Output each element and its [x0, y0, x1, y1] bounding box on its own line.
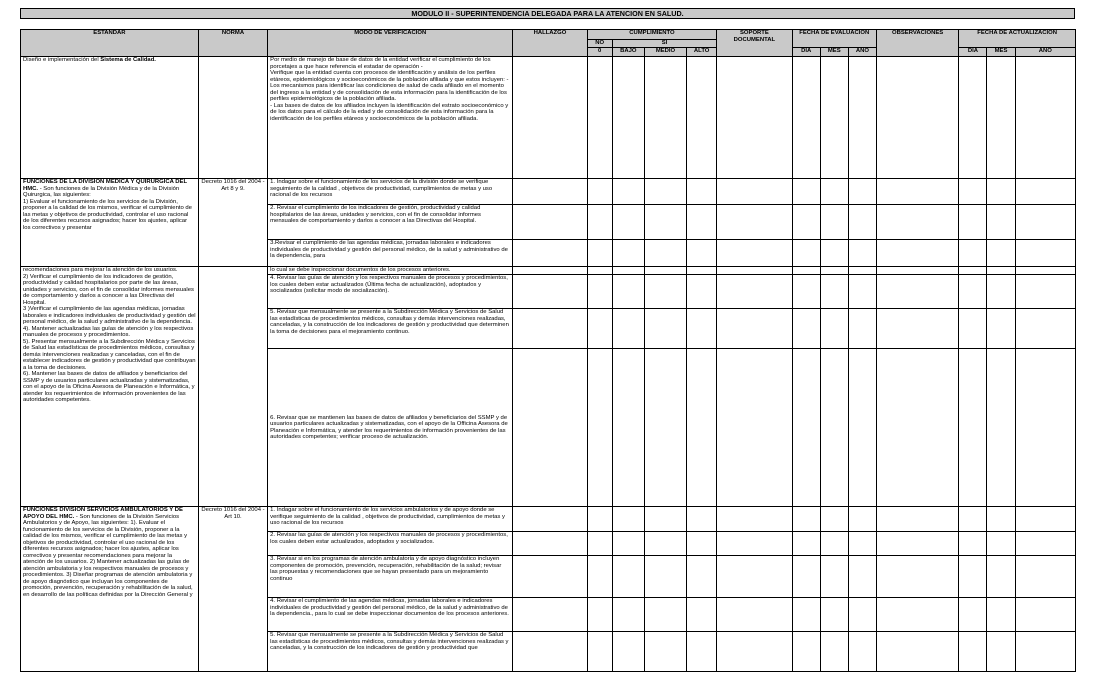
eval-ano-cell[interactable]	[848, 632, 876, 672]
bajo-cell[interactable]	[612, 205, 644, 240]
soporte-cell[interactable]	[717, 632, 792, 672]
estandar-text: - Son funciones de la División Servicios Ambulatorios y de Apoyo, las siguientes: 1). Evaluar el funcionamiento de los servicios de la División, proponer a la calidad de los mismos, verificar el cumplimiento de las metas y objetivos de productividad, controlar el uso racional de los diferentes recursos asignados; hacer los ajustes, aplicar los correctivos y presentar recomendaciones para mejorar la atención de los usuarios. 2) Mantener actualizadas las guías de atención ambulatoria y los respectivos manuales de procesos y procedimientos. 3) Diseñar programas de atención ambulatoria y de apoyo diagnóstico que incluyan los componentes de promoción, prevención, recuperación y rehabilitación de la salud, en desarrollo de las políticas definidas por la Dirección General y	[23, 513, 193, 598]
eval-mes-cell[interactable]	[820, 349, 848, 507]
eval-dia-cell[interactable]	[792, 57, 820, 179]
eval-dia-cell[interactable]	[792, 267, 820, 275]
eval-dia-cell[interactable]	[792, 532, 820, 556]
cero-cell[interactable]	[587, 349, 612, 507]
alto-cell[interactable]	[687, 179, 717, 205]
header-alto: ALTO	[687, 48, 717, 57]
cero-cell[interactable]	[587, 507, 612, 532]
act-dia-cell[interactable]	[959, 598, 987, 632]
act-dia-cell[interactable]	[959, 532, 987, 556]
eval-mes-cell[interactable]	[820, 556, 848, 598]
observaciones-cell[interactable]	[876, 179, 958, 205]
observaciones-cell[interactable]	[876, 556, 958, 598]
act-mes-cell[interactable]	[987, 267, 1015, 275]
act-ano-cell[interactable]	[1015, 632, 1075, 672]
header-cero: 0	[587, 48, 612, 57]
bajo-cell[interactable]	[612, 240, 644, 267]
act-mes-cell[interactable]	[987, 598, 1015, 632]
eval-dia-cell[interactable]	[792, 240, 820, 267]
act-ano-cell[interactable]	[1015, 556, 1075, 598]
act-mes-cell[interactable]	[987, 205, 1015, 240]
eval-ano-cell[interactable]	[848, 57, 876, 179]
estandar-cell	[21, 57, 199, 179]
modo-cell: 6. Revisar que se mantienen las bases de datos de afiliados y beneficiarios del SSMP y de usuarios particulares actualizadas y sistematizadas, con el apoyo de la Officina Asesora de Planeación e Informática, y atender los requerimientos de información provenientes de las autoridades competentes; verificar proceso de actualización.	[268, 349, 513, 507]
eval-mes-cell[interactable]	[820, 205, 848, 240]
hallazgo-cell[interactable]	[513, 349, 587, 507]
modo-cell: 2. Revisar el cumplimiento de los indicadores de gestión, productividad y calidad hospitalarios de las áreas, unidades y servicios, con el fin de consolidar informes mensuales de comportamiento y darlos a conocer a las Directivas del Hospital.	[268, 205, 513, 240]
hallazgo-cell[interactable]	[513, 267, 587, 275]
alto-cell[interactable]	[687, 598, 717, 632]
soporte-cell[interactable]	[717, 507, 792, 532]
act-dia-cell[interactable]	[959, 179, 987, 205]
estandar-cell	[21, 179, 199, 267]
hallazgo-cell[interactable]	[513, 205, 587, 240]
eval-ano-cell[interactable]	[848, 532, 876, 556]
header-no: NO	[587, 40, 612, 48]
bajo-cell[interactable]	[612, 309, 644, 349]
cero-cell[interactable]	[587, 240, 612, 267]
header-fecha-evaluacion: FECHA DE EVALUACION	[792, 30, 876, 48]
estandar-text: - Son funciones de la División Médica y de la División Quirurgica, las siguientes: 1) Evaluar el funcionamiento de los servicios de la División, proponer a la calidad de los mismos, verificar el cumplimiento de las metas y objetivos de productividad, controlar el uso racional de los diferentes recursos asignados; hacer los ajustes, aplicar los correctivos y presentar	[23, 185, 192, 231]
modo-cell: 2. Revisar las guías de atención y los respectivos manuales de procesos y procedimientos, los cuales deben estar actualizados, adoptados y socializados.	[268, 532, 513, 556]
medio-cell[interactable]	[644, 205, 686, 240]
estandar-title: FUNCIONES DE LA DIVISIÓN MÉDICA Y QUIRURGICA DEL HMC.	[23, 179, 187, 192]
hallazgo-cell[interactable]	[513, 57, 587, 179]
modo-cell: 3.Revisar el cumplimiento de las agendas médicas, jornadas laborales e indicadores individuales de productividad y gestión del personal médico, de la salud y administrativo de la dependencia, para	[268, 240, 513, 267]
act-dia-cell[interactable]	[959, 632, 987, 672]
eval-dia-cell[interactable]	[792, 349, 820, 507]
act-dia-cell[interactable]	[959, 205, 987, 240]
hallazgo-cell[interactable]	[513, 507, 587, 532]
medio-cell[interactable]	[644, 179, 686, 205]
eval-ano-cell[interactable]	[848, 507, 876, 532]
header-act-dia: DIA	[959, 48, 987, 57]
eval-ano-cell[interactable]	[848, 179, 876, 205]
soporte-cell[interactable]	[717, 309, 792, 349]
medio-cell[interactable]	[644, 507, 686, 532]
header-modo: MODO DE VERIFICACION	[268, 30, 513, 57]
act-mes-cell[interactable]	[987, 57, 1015, 179]
alto-cell[interactable]	[687, 532, 717, 556]
eval-mes-cell[interactable]	[820, 267, 848, 275]
act-ano-cell[interactable]	[1015, 309, 1075, 349]
act-ano-cell[interactable]	[1015, 205, 1075, 240]
table-row	[21, 267, 1076, 275]
eval-mes-cell[interactable]	[820, 240, 848, 267]
eval-ano-cell[interactable]	[848, 556, 876, 598]
act-ano-cell[interactable]	[1015, 275, 1075, 309]
modo-cell: 4. Revisar el cumplimiento de las agendas médicas, jornadas laborales e indicadores individuales de productividad y gestión del personal médico, de la salud y administrativo de la dependencia., para lo cual se debe inspeccionar documentos de los procesos anteriores.	[268, 598, 513, 632]
observaciones-cell[interactable]	[876, 532, 958, 556]
act-dia-cell[interactable]	[959, 309, 987, 349]
act-dia-cell[interactable]	[959, 349, 987, 507]
act-ano-cell[interactable]	[1015, 598, 1075, 632]
cero-cell[interactable]	[587, 556, 612, 598]
act-ano-cell[interactable]	[1015, 240, 1075, 267]
hallazgo-cell[interactable]	[513, 556, 587, 598]
bajo-cell[interactable]	[612, 267, 644, 275]
bajo-cell[interactable]	[612, 556, 644, 598]
eval-ano-cell[interactable]	[848, 205, 876, 240]
bajo-cell[interactable]	[612, 532, 644, 556]
header-eval-mes: MES	[820, 48, 848, 57]
modo-cell: 1. Indagar sobre el funcionamiento de los servicios de la división donde se verifique seguimiento de la calidad , objetivos de productividad, cumplimientos de metas y uso racional de los recursos	[268, 179, 513, 205]
alto-cell[interactable]	[687, 309, 717, 349]
header-eval-ano: AÑO	[848, 48, 876, 57]
soporte-cell[interactable]	[717, 275, 792, 309]
eval-mes-cell[interactable]	[820, 507, 848, 532]
bajo-cell[interactable]	[612, 275, 644, 309]
modo-cell: 3. Revisar si en los programas de atención ambulatoria y de apoyo diagnóstico incluyen componentes de promoción, prevención, recuperación, rehabilitación de la salud; revisar las propuestas y recomendaciones que se hayan presentado para un mejoramiento continuo	[268, 556, 513, 598]
estandar-title: FUNCIONES DIVISIÓN SERVICIOS AMBULATORIOS Y DE APOYO DEL HMC.	[23, 507, 183, 520]
medio-cell[interactable]	[644, 309, 686, 349]
observaciones-cell[interactable]	[876, 267, 958, 275]
table-row	[21, 179, 1076, 205]
norma-cell: Decreto 1016 del 2004 - Art 10.	[198, 507, 267, 672]
act-ano-cell[interactable]	[1015, 507, 1075, 532]
header-eval-dia: DIA	[792, 48, 820, 57]
header-estandar: ESTANDAR	[21, 30, 199, 57]
eval-mes-cell[interactable]	[820, 309, 848, 349]
observaciones-cell[interactable]	[876, 507, 958, 532]
estandar-cell: recomendaciones para mejorar la atención de los usuarios. 2) Verificar el cumplimiento de los indicadores de gestión, productividad y calidad hospitalarios por parte de las áreas, unidades y servicios, con el fin de consolidar informes mensuales de comportamiento y darlos a conocer a las Directivas del Hospital. 3 )Verificar el cumplimiento de las agendas médicas, jornadas laborales e indicadores individuales de productividad y gestión del personal médico, de la salud y administrativo de la dependencia. 4). Mantener actualizadas las guías de atención y los respectivos manuales de procesos y procedimientos. 5). Presentar mensualmente a la Subdirección Médica y Servicios de Salud las estadísticas de procedimientos médicos, consultas y demás intervenciones realizadas y canceladas, con el fin de establecer indicadores de gestión y productividad que contribuyan a la toma de decisiones. 6). Mantener las bases de datos de afiliados y beneficiarios del SSMP y de usuarios particulares actualizadas y sistematizadas, con el apoyo de la Oficina Asesora de Planeación e Informática, y atender los requerimientos de información provenientes de las autoridades competentes.	[21, 267, 199, 507]
cero-cell[interactable]	[587, 275, 612, 309]
eval-ano-cell[interactable]	[848, 275, 876, 309]
medio-cell[interactable]	[644, 349, 686, 507]
eval-mes-cell[interactable]	[820, 179, 848, 205]
act-dia-cell[interactable]	[959, 267, 987, 275]
act-ano-cell[interactable]	[1015, 267, 1075, 275]
act-ano-cell[interactable]	[1015, 349, 1075, 507]
eval-dia-cell[interactable]	[792, 179, 820, 205]
act-mes-cell[interactable]	[987, 556, 1015, 598]
eval-ano-cell[interactable]	[848, 240, 876, 267]
cero-cell[interactable]	[587, 532, 612, 556]
alto-cell[interactable]	[687, 507, 717, 532]
hallazgo-cell[interactable]	[513, 632, 587, 672]
eval-mes-cell[interactable]	[820, 632, 848, 672]
modo-cell: Por medio de manejo de base de datos de la entidad verificar el cumplimiento de los porcetajes a que hace referencia el estadar de operación - Verifique que la entidad cuenta con procesos de identificación y análisis de los perfiles etáreos, epidemiológicos y socioeconómicos de la población afiliada y que estos incluyen: - Los mecanismos para identificar las condiciones de salud de cada afiliado en el momento del ingreso a la entidad y de consolidación de esta información para la identificación de los perfiles epidemiológicos de la población afiliada. - Las bases de datos de los afiliados incluyen la identificación del estrato socioeconómico y de los datos para el cálculo de la edad y de consolidación de esta información para la identificación de los perfiles etáreos y socioeconómicos de la población afiliada.	[268, 57, 513, 179]
observaciones-cell[interactable]	[876, 309, 958, 349]
alto-cell[interactable]	[687, 57, 717, 179]
act-mes-cell[interactable]	[987, 349, 1015, 507]
act-mes-cell[interactable]	[987, 632, 1015, 672]
eval-dia-cell[interactable]	[792, 205, 820, 240]
alto-cell[interactable]	[687, 556, 717, 598]
alto-cell[interactable]	[687, 632, 717, 672]
cero-cell[interactable]	[587, 57, 612, 179]
modo-cell: 4. Revisar las guías de atención y los respectivos manuales de procesos y procedimientos, los cuales deben estar actualizados (Última fecha de actualización), adoptados y socializados (solicitar modo de socialización).	[268, 275, 513, 309]
observaciones-cell[interactable]	[876, 598, 958, 632]
medio-cell[interactable]	[644, 57, 686, 179]
eval-mes-cell[interactable]	[820, 598, 848, 632]
modo-cell: 5. Revisar que mensualmente se presente a la Subdirección Médica y Servicios de Salud las estadísticas de procedimientos médicos, consultas y demás intervenciones realizadas, canceladas, y la construcción de los indicadores de gestión y productividad que determinen la toma de decisiones para el mejoramiento continuo.	[268, 309, 513, 349]
hallazgo-cell[interactable]	[513, 240, 587, 267]
bajo-cell[interactable]	[612, 179, 644, 205]
table-row	[21, 507, 1076, 532]
hallazgo-cell[interactable]	[513, 532, 587, 556]
medio-cell[interactable]	[644, 240, 686, 267]
module-banner: MODULO II - SUPERINTENDENCIA DELEGADA PARA LA ATENCION EN SALUD.	[20, 8, 1075, 19]
table-row	[21, 57, 1076, 179]
estandar-cell	[21, 507, 199, 672]
cero-cell[interactable]	[587, 598, 612, 632]
header-si: SI	[612, 40, 716, 48]
header-hallazgo: HALLAZGO	[513, 30, 587, 57]
alto-cell[interactable]	[687, 275, 717, 309]
act-dia-cell[interactable]	[959, 275, 987, 309]
hallazgo-cell[interactable]	[513, 309, 587, 349]
eval-ano-cell[interactable]	[848, 267, 876, 275]
act-dia-cell[interactable]	[959, 507, 987, 532]
act-mes-cell[interactable]	[987, 179, 1015, 205]
hallazgo-cell[interactable]	[513, 598, 587, 632]
eval-dia-cell[interactable]	[792, 632, 820, 672]
eval-ano-cell[interactable]	[848, 309, 876, 349]
eval-ano-cell[interactable]	[848, 598, 876, 632]
header-fecha-actualizacion: FECHA DE ACTUALIZACION	[959, 30, 1076, 48]
eval-ano-cell[interactable]	[848, 349, 876, 507]
norma-cell: Decreto 1016 del 2004 - Art 8 y 9.	[198, 179, 267, 267]
bajo-cell[interactable]	[612, 598, 644, 632]
act-mes-cell[interactable]	[987, 240, 1015, 267]
cero-cell[interactable]	[587, 179, 612, 205]
observaciones-cell[interactable]	[876, 275, 958, 309]
observaciones-cell[interactable]	[876, 349, 958, 507]
cero-cell[interactable]	[587, 205, 612, 240]
eval-dia-cell[interactable]	[792, 598, 820, 632]
soporte-cell[interactable]	[717, 205, 792, 240]
header-cumplimiento: CUMPLIMIENTO	[587, 30, 717, 40]
cero-cell[interactable]	[587, 632, 612, 672]
medio-cell[interactable]	[644, 598, 686, 632]
bajo-cell[interactable]	[612, 507, 644, 532]
modo-cell: 1. Indagar sobre el funcionamiento de los servicios ambulatorios y de apoyo donde se verifique seguimiento de la calidad , objetivos de productividad, cumplimientos de metas y uso racional de los recursos	[268, 507, 513, 532]
hallazgo-cell[interactable]	[513, 275, 587, 309]
act-ano-cell[interactable]	[1015, 57, 1075, 179]
soporte-cell[interactable]	[717, 179, 792, 205]
soporte-cell[interactable]	[717, 532, 792, 556]
modo-cell: 5. Revisar que mensualmente se presente a la Subdirección Médica y Servicios de Salud las estadísticas de procedimientos médicos, consultas y demás intervenciones realizadas y canceladas, y la construcción de los indicadores de gestión y productividad que	[268, 632, 513, 672]
eval-mes-cell[interactable]	[820, 275, 848, 309]
soporte-cell[interactable]	[717, 598, 792, 632]
alto-cell[interactable]	[687, 240, 717, 267]
estandar-title: Sistema de Calidad.	[100, 57, 156, 63]
eval-mes-cell[interactable]	[820, 532, 848, 556]
act-mes-cell[interactable]	[987, 309, 1015, 349]
bajo-cell[interactable]	[612, 632, 644, 672]
alto-cell[interactable]	[687, 267, 717, 275]
header-act-ano: AÑO	[1015, 48, 1075, 57]
medio-cell[interactable]	[644, 532, 686, 556]
act-mes-cell[interactable]	[987, 532, 1015, 556]
act-dia-cell[interactable]	[959, 556, 987, 598]
act-ano-cell[interactable]	[1015, 532, 1075, 556]
soporte-cell[interactable]	[717, 240, 792, 267]
eval-dia-cell[interactable]	[792, 309, 820, 349]
hallazgo-cell[interactable]	[513, 179, 587, 205]
alto-cell[interactable]	[687, 349, 717, 507]
bajo-cell[interactable]	[612, 57, 644, 179]
eval-dia-cell[interactable]	[792, 275, 820, 309]
observaciones-cell[interactable]	[876, 205, 958, 240]
cero-cell[interactable]	[587, 267, 612, 275]
header-soporte: SOPORTE DOCUMENTAL	[717, 30, 792, 57]
act-mes-cell[interactable]	[987, 275, 1015, 309]
eval-dia-cell[interactable]	[792, 507, 820, 532]
alto-cell[interactable]	[687, 205, 717, 240]
soporte-cell[interactable]	[717, 57, 792, 179]
verification-table	[20, 29, 1076, 672]
medio-cell[interactable]	[644, 632, 686, 672]
modo-cell: lo cual se debe inspeccionar documentos de los procesos anteriores.	[268, 267, 513, 275]
act-ano-cell[interactable]	[1015, 179, 1075, 205]
norma-cell	[198, 267, 267, 507]
eval-mes-cell[interactable]	[820, 57, 848, 179]
bajo-cell[interactable]	[612, 349, 644, 507]
norma-cell	[198, 57, 267, 179]
act-dia-cell[interactable]	[959, 57, 987, 179]
medio-cell[interactable]	[644, 556, 686, 598]
header-observaciones: OBSERVACIONES	[876, 30, 958, 57]
observaciones-cell[interactable]	[876, 632, 958, 672]
header-bajo: BAJO	[612, 48, 644, 57]
header-medio: MEDIO	[644, 48, 686, 57]
medio-cell[interactable]	[644, 275, 686, 309]
observaciones-cell[interactable]	[876, 240, 958, 267]
soporte-cell[interactable]	[717, 267, 792, 275]
cero-cell[interactable]	[587, 309, 612, 349]
estandar-text: Diseño e implementación del	[23, 57, 101, 63]
soporte-cell[interactable]	[717, 556, 792, 598]
act-mes-cell[interactable]	[987, 507, 1015, 532]
act-dia-cell[interactable]	[959, 240, 987, 267]
observaciones-cell[interactable]	[876, 57, 958, 179]
header-norma: NORMA	[198, 30, 267, 57]
soporte-cell[interactable]	[717, 349, 792, 507]
header-act-mes: MES	[987, 48, 1015, 57]
medio-cell[interactable]	[644, 267, 686, 275]
eval-dia-cell[interactable]	[792, 556, 820, 598]
